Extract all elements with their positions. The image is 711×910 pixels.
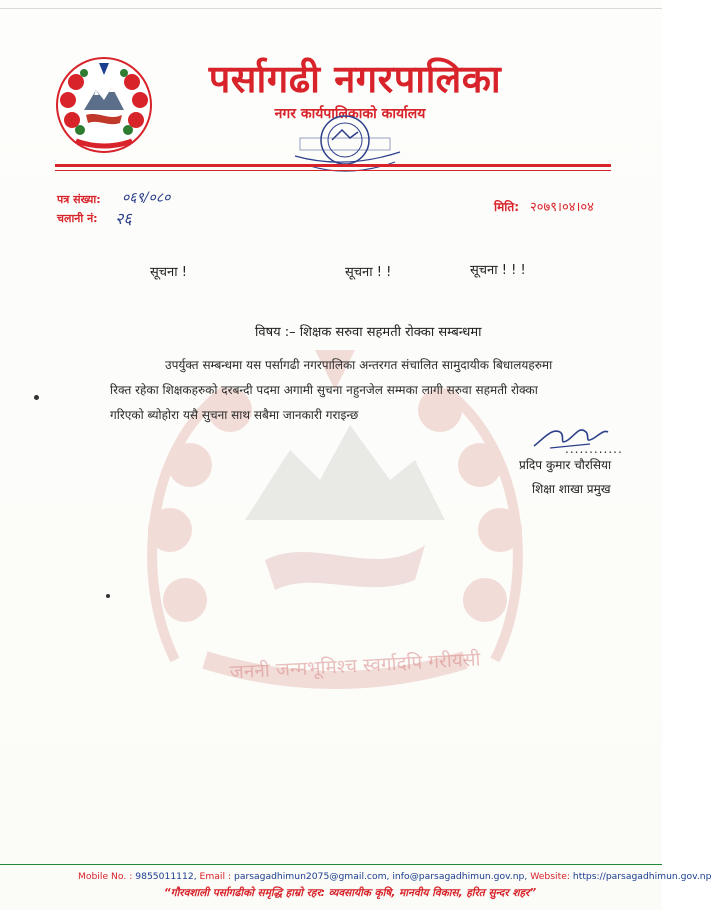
- margin-mark: [34, 395, 39, 400]
- mobile-value: 9855011112,: [135, 871, 197, 882]
- body-line-3: गरिएको ब्योहोरा यसै सुचना साथ सबैमा जानकारी गराइन्छ: [110, 408, 359, 422]
- footer-rule: [0, 864, 662, 865]
- notice-body: [110, 353, 622, 428]
- footer-slogan: “गौरवशाली पर्सागढीको समृद्धि हाम्रो रहर: व्यवसायीक कृषि, मानवीय विकास, हरित सुन्दर शहर”: [163, 887, 537, 899]
- margin-mark: [106, 594, 110, 598]
- date-value: २०७९।०४।०४: [530, 200, 594, 215]
- watermark-motto: जननी जन्मभूमिश्च स्वर्गादपि गरीयसी: [229, 648, 481, 684]
- website-label: Website:: [530, 871, 570, 882]
- notice-heading-middle: सूचना ! !: [345, 265, 392, 280]
- patra-sankhya-value: ०६९/०८०: [122, 190, 171, 206]
- notice-heading-left: सूचना !: [150, 265, 187, 280]
- signature-dots: ............: [565, 442, 623, 456]
- email-label: Email :: [199, 871, 232, 882]
- signer-name: प्रदिप कुमार चौरसिया: [519, 458, 612, 472]
- signer-title: शिक्षा शाखा प्रमुख: [532, 482, 611, 496]
- patra-sankhya-label: पत्र संख्या:: [57, 193, 101, 206]
- nepal-emblem-icon: [54, 55, 154, 155]
- header-rule-thick: [55, 164, 611, 167]
- org-name-heading: पर्सागढी नगरपालिका: [208, 57, 502, 101]
- chalani-value: २६: [115, 209, 132, 228]
- body-line-2: रिक्त रहेका शिक्षकहरुको दरबन्दी पदमा अगामी सुचना नहुनजेल सम्मका लागी सरुवा सहमती रोक्का: [110, 383, 538, 397]
- body-line-1: उपर्युक्त सम्बन्धमा यस पर्सागढी नगरपालिका अन्तरगत संचालित सामुदायीक बिधालयहरुमा: [165, 358, 553, 372]
- mobile-label: Mobile No. :: [78, 871, 133, 882]
- date-label: मिति:: [494, 200, 520, 214]
- office-name-subheading: नगर कार्यपालिकाको कार्यालय: [274, 106, 426, 122]
- footer-contact-line: [78, 871, 711, 882]
- subject-line: विषय :– शिक्षक सरुवा सहमती रोक्का सम्बन्धमा: [255, 325, 482, 340]
- email-value: parsagadhimun2075@gmail.com, info@parsagadhimun.gov.np,: [233, 871, 528, 882]
- website-value: https://parsagadhimun.gov.np: [572, 871, 711, 882]
- office-stamp-icon: [270, 112, 420, 182]
- header-rule-thin: [55, 170, 611, 171]
- chalani-label: चलानी नं:: [57, 212, 98, 225]
- notice-heading-right: सूचना ! ! !: [470, 263, 526, 278]
- top-edge-line: [0, 8, 662, 9]
